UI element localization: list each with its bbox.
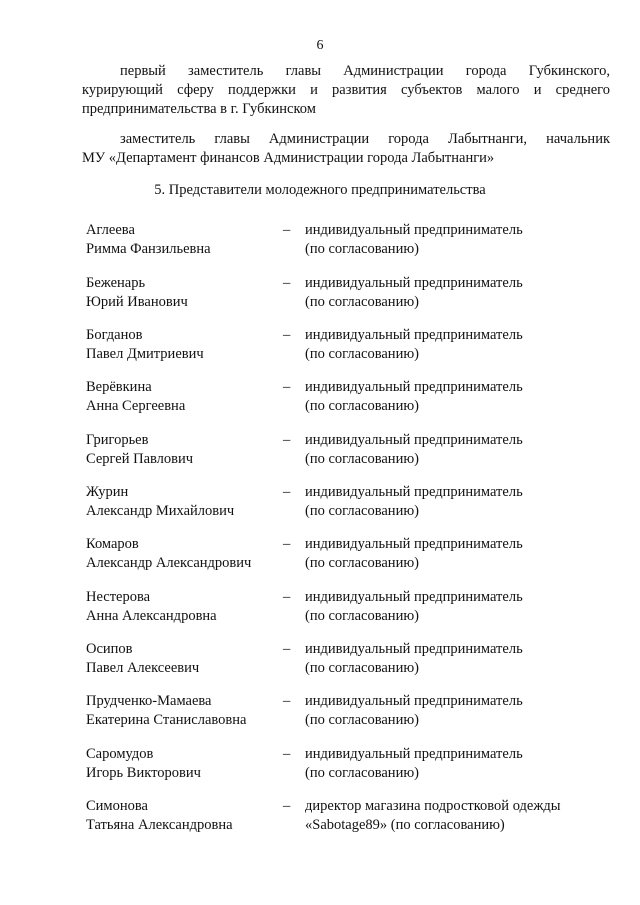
member-role-note: (по согласованию) [305, 765, 419, 781]
member-role-note: (по согласованию) [305, 660, 419, 676]
paragraph-line: курирующий сферу поддержки и развития субъектов малого и среднего [82, 82, 610, 98]
member-role-line: индивидуальный предприниматель [305, 746, 523, 762]
section-title: 5. Представители молодежного предпринимательства [154, 182, 486, 198]
member-given-names: Александр Александрович [86, 555, 252, 571]
member-role [305, 483, 605, 521]
official-paragraph-1 [82, 62, 610, 119]
member-role-note: (по согласованию) [305, 555, 419, 571]
member-role-line: индивидуальный предприниматель [305, 379, 523, 395]
member-surname: Нестерова [86, 589, 151, 605]
member-surname: Беженарь [86, 275, 146, 291]
member-row [86, 274, 606, 314]
member-role-note: (по согласованию) [305, 294, 419, 310]
member-role-line: индивидуальный предприниматель [305, 693, 523, 709]
member-name [86, 745, 276, 783]
member-name [86, 535, 276, 573]
member-surname: Симонова [86, 798, 148, 814]
member-role [305, 431, 605, 469]
dash-separator: – [283, 222, 291, 238]
member-role [305, 378, 605, 416]
member-role-note: (по согласованию) [305, 346, 419, 362]
member-surname: Аглеева [86, 222, 135, 238]
member-surname: Григорьев [86, 432, 149, 448]
member-role [305, 326, 605, 364]
member-role [305, 640, 605, 678]
member-row [86, 692, 606, 732]
dash-separator: – [283, 589, 291, 605]
member-row [86, 640, 606, 680]
member-row [86, 797, 606, 837]
member-role-line: индивидуальный предприниматель [305, 432, 523, 448]
member-surname: Саромудов [86, 746, 154, 762]
page-number: 6 [316, 38, 324, 53]
member-given-names: Павел Алексеевич [86, 660, 200, 676]
dash-separator: – [283, 484, 291, 500]
member-role [305, 588, 605, 626]
dash-separator: – [283, 746, 291, 762]
member-name [86, 588, 276, 626]
paragraph-line: первый заместитель главы Администрации города Губкинского, [120, 63, 610, 79]
member-name [86, 640, 276, 678]
member-surname: Осипов [86, 641, 133, 657]
member-role-line: индивидуальный предприниматель [305, 327, 523, 343]
member-role-note: (по согласованию) [305, 503, 419, 519]
member-name [86, 431, 276, 469]
member-name [86, 221, 276, 259]
member-role-note: «Sabotage89» (по согласованию) [305, 817, 505, 833]
member-given-names: Анна Сергеевна [86, 398, 186, 414]
member-role-line: индивидуальный предприниматель [305, 275, 523, 291]
dash-separator: – [283, 536, 291, 552]
member-surname: Верёвкина [86, 379, 152, 395]
member-given-names: Сергей Павлович [86, 451, 194, 467]
member-name [86, 483, 276, 521]
dash-separator: – [283, 798, 291, 814]
member-role-note: (по согласованию) [305, 712, 419, 728]
member-role-line: индивидуальный предприниматель [305, 222, 523, 238]
member-name [86, 797, 276, 835]
member-role-note: (по согласованию) [305, 241, 419, 257]
member-row [86, 535, 606, 575]
dash-separator: – [283, 327, 291, 343]
member-role-line: индивидуальный предприниматель [305, 536, 523, 552]
member-role-note: (по согласованию) [305, 608, 419, 624]
member-given-names: Римма Фанзильевна [86, 241, 211, 257]
member-given-names: Павел Дмитриевич [86, 346, 204, 362]
official-paragraph-2 [82, 130, 610, 168]
member-role-line: индивидуальный предприниматель [305, 484, 523, 500]
member-role [305, 535, 605, 573]
member-role-note: (по согласованию) [305, 398, 419, 414]
member-surname: Журин [86, 484, 129, 500]
member-role [305, 745, 605, 783]
member-role [305, 221, 605, 259]
member-surname: Комаров [86, 536, 139, 552]
member-role-note: (по согласованию) [305, 451, 419, 467]
member-surname: Прудченко-Мамаева [86, 693, 212, 709]
dash-separator: – [283, 432, 291, 448]
member-surname: Богданов [86, 327, 143, 343]
member-given-names: Екатерина Станиславовна [86, 712, 247, 728]
member-name [86, 326, 276, 364]
member-name [86, 692, 276, 730]
dash-separator: – [283, 641, 291, 657]
member-row [86, 431, 606, 471]
member-role-line: директор магазина подростковой одежды [305, 798, 561, 814]
paragraph-line: МУ «Департамент финансов Администрации города Лабытнанги» [82, 150, 495, 166]
member-row [86, 378, 606, 418]
member-given-names: Юрий Иванович [86, 294, 188, 310]
paragraph-line: предпринимательства в г. Губкинском [82, 101, 316, 117]
member-given-names: Анна Александровна [86, 608, 217, 624]
member-row [86, 588, 606, 628]
member-row [86, 745, 606, 785]
member-name [86, 378, 276, 416]
member-given-names: Татьяна Александровна [86, 817, 233, 833]
member-role [305, 274, 605, 312]
dash-separator: – [283, 275, 291, 291]
member-given-names: Игорь Викторович [86, 765, 201, 781]
member-role [305, 797, 605, 835]
dash-separator: – [283, 693, 291, 709]
member-name [86, 274, 276, 312]
member-role-line: индивидуальный предприниматель [305, 589, 523, 605]
member-row [86, 483, 606, 523]
member-role [305, 692, 605, 730]
member-role-line: индивидуальный предприниматель [305, 641, 523, 657]
member-row [86, 221, 606, 261]
member-row [86, 326, 606, 366]
member-given-names: Александр Михайлович [86, 503, 235, 519]
dash-separator: – [283, 379, 291, 395]
paragraph-line: заместитель главы Администрации города Лабытнанги, начальник [120, 131, 610, 147]
